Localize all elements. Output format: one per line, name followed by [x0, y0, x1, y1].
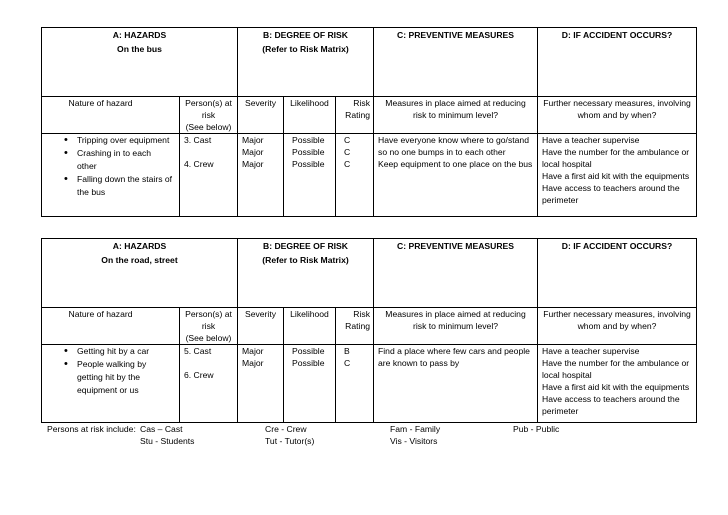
risk-rating-header: Risk Rating: [336, 97, 374, 134]
rating-cell: C C C: [336, 134, 374, 217]
legend-stu: Stu - Students: [140, 436, 195, 446]
preventive-title: C: PREVENTIVE MEASURES: [397, 241, 515, 251]
accident-header: [538, 28, 697, 97]
legend-vis: Vis - Visitors: [390, 436, 438, 446]
hazards-header: [42, 28, 238, 97]
degree-subtitle: (Refer to Risk Matrix): [262, 255, 349, 265]
hazards-title: A: HAZARDS: [112, 30, 167, 40]
subheader-row: [42, 97, 697, 134]
preventive-header: [374, 28, 538, 97]
hazards-header: [42, 239, 238, 308]
hazard-item: • Crashing in to each other: [77, 147, 179, 173]
further-cell: Have a teacher supervise Have the number for the ambulance or local hospital Have a first aid kit with the equipments Have access to teachers around the perimeter: [538, 134, 697, 217]
hazard-list: [42, 345, 179, 397]
preventive-header: [374, 239, 538, 308]
accident-header: [538, 239, 697, 308]
hazard-item: • Getting hit by a car: [77, 345, 179, 358]
legend-pub: Pub - Public: [513, 424, 560, 434]
person-entry: 6. Crew: [184, 370, 214, 380]
data-row: [42, 345, 697, 423]
nature-header: Nature of hazard: [42, 97, 180, 134]
severity-cell: Major Major Major: [238, 134, 284, 217]
legend-cre: Cre - Crew: [265, 424, 307, 434]
hazard-list-cell: [42, 345, 180, 423]
measures-header: Measures in place aimed at reducing risk to minimum level?: [374, 308, 538, 345]
degree-of-risk-header: [238, 239, 374, 308]
persons-header: Person(s) at risk (See below): [180, 308, 238, 345]
risk-table-bus: [41, 27, 697, 217]
persons-cell: [180, 134, 238, 217]
degree-subtitle: (Refer to Risk Matrix): [262, 44, 349, 54]
nature-header: Nature of hazard: [42, 308, 180, 345]
accident-title: D: IF ACCIDENT OCCURS?: [561, 241, 673, 251]
person-entry: 3. Cast: [184, 135, 212, 145]
persons-header: Person(s) at risk (See below): [180, 97, 238, 134]
hazards-title: A: HAZARDS: [112, 241, 167, 251]
further-header: Further necessary measures, involving whom and by when?: [538, 97, 697, 134]
further-header: Further necessary measures, involving whom and by when?: [538, 308, 697, 345]
degree-title: B: DEGREE OF RISK: [263, 241, 348, 251]
header-row: [42, 239, 697, 308]
risk-table-road: [41, 238, 697, 423]
legend-fam: Fam - Family: [390, 424, 441, 434]
preventive-title: C: PREVENTIVE MEASURES: [397, 30, 515, 40]
person-entry: 5. Cast: [184, 346, 212, 356]
measures-header: Measures in place aimed at reducing risk to minimum level?: [374, 97, 538, 134]
hazard-item: • Tripping over equipment: [77, 134, 179, 147]
likelihood-header: Likelihood: [284, 97, 336, 134]
risk-rating-header: Risk Rating: [336, 308, 374, 345]
likelihood-cell: Possible Possible Possible: [284, 134, 336, 217]
header-row: [42, 28, 697, 97]
severity-header: Severity: [238, 308, 284, 345]
hazards-subtitle: On the bus: [117, 44, 162, 54]
measures-cell: Find a place where few cars and people are known to pass by: [374, 345, 538, 423]
measures-cell: Have everyone know where to go/stand so no one bumps in to each other Keep equipment to one place on the bus: [374, 134, 538, 217]
likelihood-cell: Possible Possible: [284, 345, 336, 423]
likelihood-header: Likelihood: [284, 308, 336, 345]
legend-cas: Cas – Cast: [140, 424, 183, 434]
severity-header: Severity: [238, 97, 284, 134]
further-cell: Have a teacher supervise Have the number for the ambulance or local hospital Have a first aid kit with the equipments Have access to teachers around the perimeter: [538, 345, 697, 423]
person-entry: 4. Crew: [184, 159, 214, 169]
hazard-item: • People walking by getting hit by the equipment or us: [77, 358, 179, 397]
legend-tut: Tut - Tutor(s): [265, 436, 315, 446]
hazard-list-cell: [42, 134, 180, 217]
degree-of-risk-header: [238, 28, 374, 97]
legend-intro: Persons at risk include:: [47, 424, 136, 434]
severity-cell: Major Major: [238, 345, 284, 423]
degree-title: B: DEGREE OF RISK: [263, 30, 348, 40]
subheader-row: [42, 308, 697, 345]
persons-cell: [180, 345, 238, 423]
hazards-subtitle: On the road, street: [101, 255, 178, 265]
accident-title: D: IF ACCIDENT OCCURS?: [561, 30, 673, 40]
hazard-item: • Falling down the stairs of the bus: [77, 173, 179, 199]
rating-cell: B C: [336, 345, 374, 423]
hazard-list: [42, 134, 179, 199]
data-row: [42, 134, 697, 217]
